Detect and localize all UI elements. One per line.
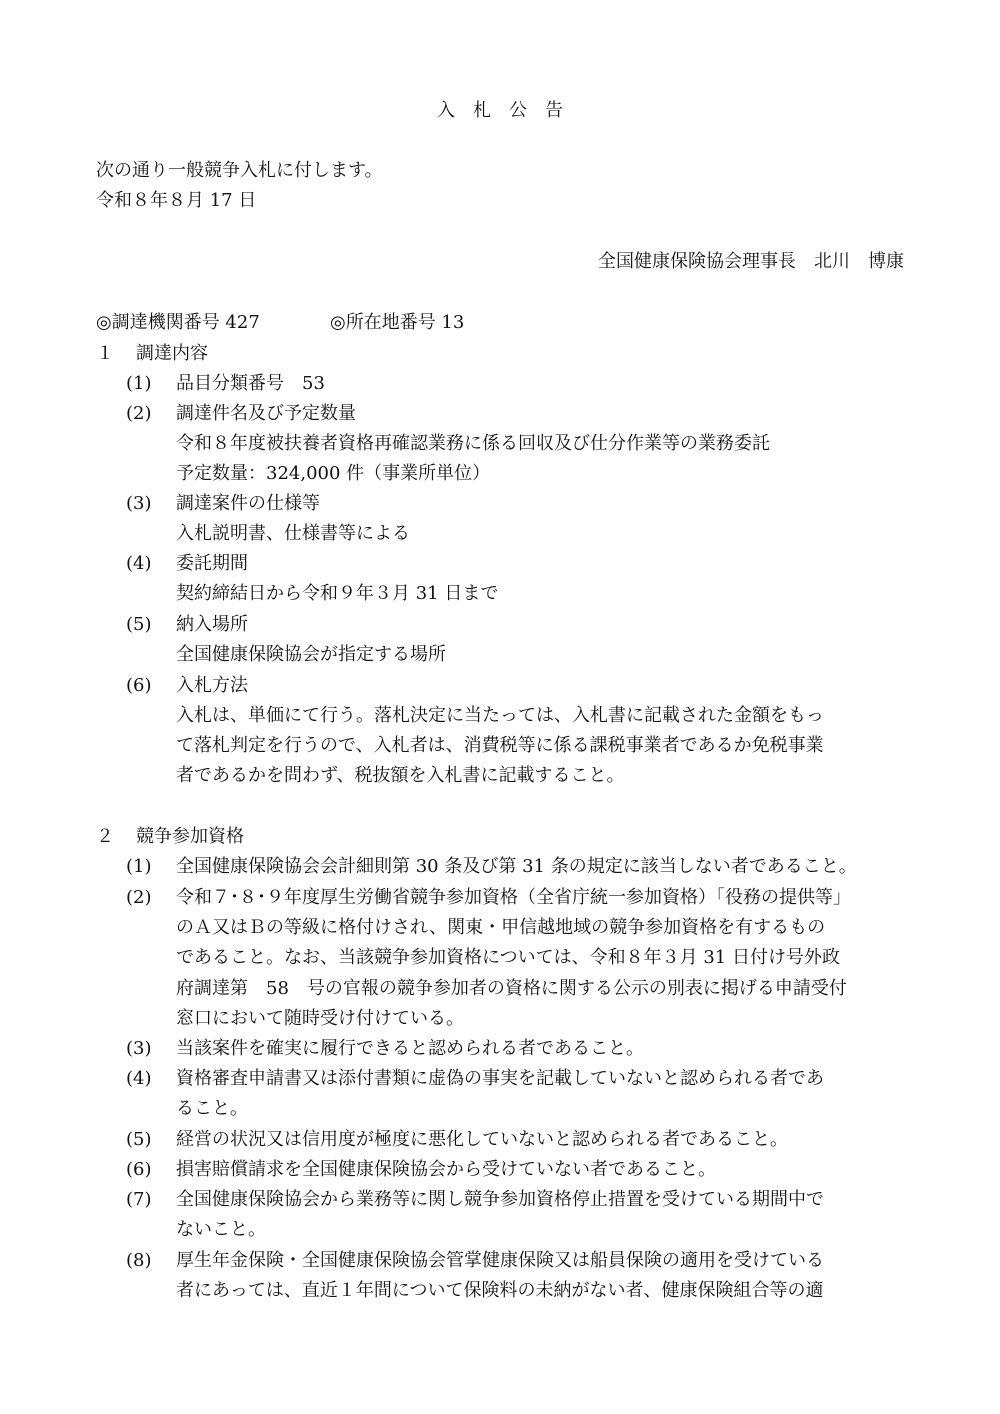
item-line: 全国健康保険協会が指定する場所 bbox=[176, 644, 446, 665]
item-line: ないこと。 bbox=[176, 1219, 266, 1240]
item-line: であること。なお、当該競争参加資格については、令和８年３月 31 日付け号外政 bbox=[176, 947, 840, 968]
item-line: 資格審査申請書又は添付書類に虚偽の事実を記載していないと認められる者であ bbox=[176, 1068, 824, 1089]
item-number: (3) bbox=[126, 493, 152, 514]
intro-text: 次の通り一般競争入札に付します。 bbox=[96, 160, 383, 181]
item-line: 調達案件の仕様等 bbox=[176, 493, 320, 514]
issuer-name: 全国健康保険協会理事長 北川 博康 bbox=[598, 251, 904, 272]
section2-number: ２ bbox=[96, 826, 114, 847]
item-line: て落札判定を行うので、入札者は、消費税等に係る課税事業者であるか免税事業 bbox=[176, 735, 824, 756]
item-line: 納入場所 bbox=[176, 614, 248, 635]
item-number: (2) bbox=[126, 403, 152, 424]
item-number: (4) bbox=[126, 553, 152, 574]
item-line: 府調達第 58 号の官報の競争参加者の資格に関する公示の別表に掲げる申請受付 bbox=[176, 978, 847, 999]
item-line: 経営の状況又は信用度が極度に悪化していないと認められる者であること。 bbox=[176, 1129, 788, 1150]
item-number: (7) bbox=[126, 1189, 152, 1210]
item-line: 全国健康保険協会会計細則第 30 条及び第 31 条の規定に該当しない者であること。 bbox=[176, 856, 857, 877]
item-line: 厚生年金保険・全国健康保険協会管掌健康保険又は船員保険の適用を受けている bbox=[176, 1250, 824, 1271]
item-line: 予定数量：324,000 件（事業所単位） bbox=[176, 463, 491, 484]
item-line: 損害賠償請求を全国健康保険協会から受けていない者であること。 bbox=[176, 1159, 716, 1180]
item-line: 者であるかを問わず、税抜額を入札書に記載すること。 bbox=[176, 765, 625, 786]
section1-heading: 調達内容 bbox=[136, 343, 208, 364]
item-number: (5) bbox=[126, 614, 152, 635]
item-line: 契約締結日から令和９年３月 31 日まで bbox=[176, 583, 499, 604]
section2-heading: 競争参加資格 bbox=[136, 826, 244, 847]
item-line: 調達件名及び予定数量 bbox=[176, 403, 356, 424]
item-number: (2) bbox=[126, 887, 152, 908]
item-line: 入札説明書、仕様書等による bbox=[176, 523, 410, 544]
item-number: (5) bbox=[126, 1129, 152, 1150]
item-line: 全国健康保険協会から業務等に関し競争参加資格停止措置を受けている期間中で bbox=[176, 1189, 824, 1210]
item-line: ること。 bbox=[176, 1098, 248, 1119]
section1-number: １ bbox=[96, 343, 114, 364]
item-line: 入札は、単価にて行う。落札決定に当たっては、入札書に記載された金額をもっ bbox=[176, 705, 824, 726]
item-number: (6) bbox=[126, 675, 152, 696]
item-number: (4) bbox=[126, 1068, 152, 1089]
page-title: 入 札 公 告 bbox=[437, 100, 563, 121]
item-line: 窓口において随時受け付けている。 bbox=[176, 1008, 464, 1029]
item-line: のＡ又はＢの等級に格付けされ、関東・甲信越地域の競争参加資格を有するもの bbox=[176, 917, 826, 938]
location-code: ◎所在地番号 13 bbox=[330, 312, 465, 333]
item-line: 者にあっては、直近１年間について保険料の未納がない者、健康保険組合等の適 bbox=[176, 1280, 824, 1301]
agency-code: ◎調達機関番号 427 bbox=[96, 312, 260, 333]
item-line: 当該案件を確実に履行できると認められる者であること。 bbox=[176, 1038, 644, 1059]
item-number: (6) bbox=[126, 1159, 152, 1180]
item-number: (8) bbox=[126, 1250, 152, 1271]
notice-date: 令和８年８月 17 日 bbox=[96, 190, 257, 211]
item-line: 委託期間 bbox=[176, 553, 248, 574]
item-number: (1) bbox=[126, 373, 152, 394]
item-line: 入札方法 bbox=[176, 675, 248, 696]
item-line: 令和７･８･９年度厚生労働省競争参加資格（全省庁統一参加資格）「役務の提供等」 bbox=[176, 887, 851, 908]
item-line: 令和８年度被扶養者資格再確認業務に係る回収及び仕分作業等の業務委託 bbox=[176, 433, 770, 454]
item-number: (1) bbox=[126, 856, 152, 877]
item-line: 品目分類番号 53 bbox=[176, 373, 325, 394]
item-number: (3) bbox=[126, 1038, 152, 1059]
